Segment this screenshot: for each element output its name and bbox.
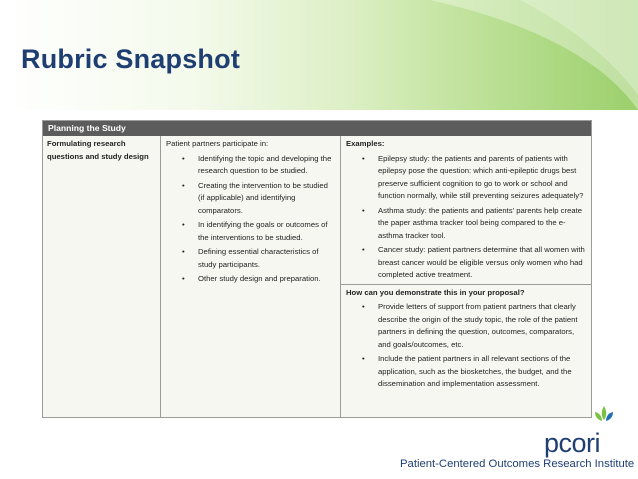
examples-column: [341, 136, 591, 417]
list-item: • Cancer study: patient partners determine that all women with breast cancer would be eligible versus only women who had completed active treatment.: [362, 245, 585, 279]
list-item: • Epilepsy study: the patients and parents of patients with epilepsy pose the question: which anti-epileptic drugs best preserve sufficient cognition to go to work or school and function normally, while still preventing seizures adequately?: [362, 153, 584, 200]
examples-list: [346, 153, 586, 282]
pcori-logo-text: pcori: [544, 428, 601, 458]
list-item: • Creating the intervention to be studied (if applicable) and identifying comparators.: [182, 180, 328, 215]
participation-column: [161, 136, 341, 417]
pcori-tagline: Patient-Centered Outcomes Research Institute: [400, 458, 635, 470]
examples-heading: Examples:: [346, 139, 385, 148]
rubric-criterion: Formulating research questions and study design: [43, 136, 161, 417]
rubric-table-image: [42, 120, 592, 418]
list-item: • Asthma study: the patients and patients' parents help create the paper asthma tracker tool being compared to the e-asthma tracker tool.: [362, 205, 583, 240]
participation-lead: Patient partners participate in:: [166, 139, 269, 148]
list-item: • Include the patient partners in all relevant sections of the application, such as the biosketches, the budget, and the dissemination and implementation assessment.: [362, 354, 572, 388]
examples-section: [341, 136, 591, 284]
rubric-section-title: Planning the Study: [43, 121, 591, 136]
list-item: • Defining essential characteristics of study participants.: [182, 247, 319, 269]
list-item: • Other study design and preparation.: [182, 274, 321, 283]
demonstrate-list: [346, 301, 586, 391]
list-item: • Provide letters of support from patient partners that clearly describe the origin of the study topic, the role of the patient partners in defining the question, outcomes, comparators, and goals/outcomes, etc.: [362, 302, 578, 349]
participation-list: [166, 153, 335, 286]
list-item: • Identifying the topic and developing the research question to be studied.: [182, 153, 332, 175]
slide-title: Rubric Snapshot: [21, 44, 241, 74]
demonstrate-section: [341, 284, 591, 393]
demonstrate-heading: How can you demonstrate this in your proposal?: [346, 287, 525, 297]
list-item: • In identifying the goals or outcomes of the interventions to be studied.: [182, 220, 328, 242]
